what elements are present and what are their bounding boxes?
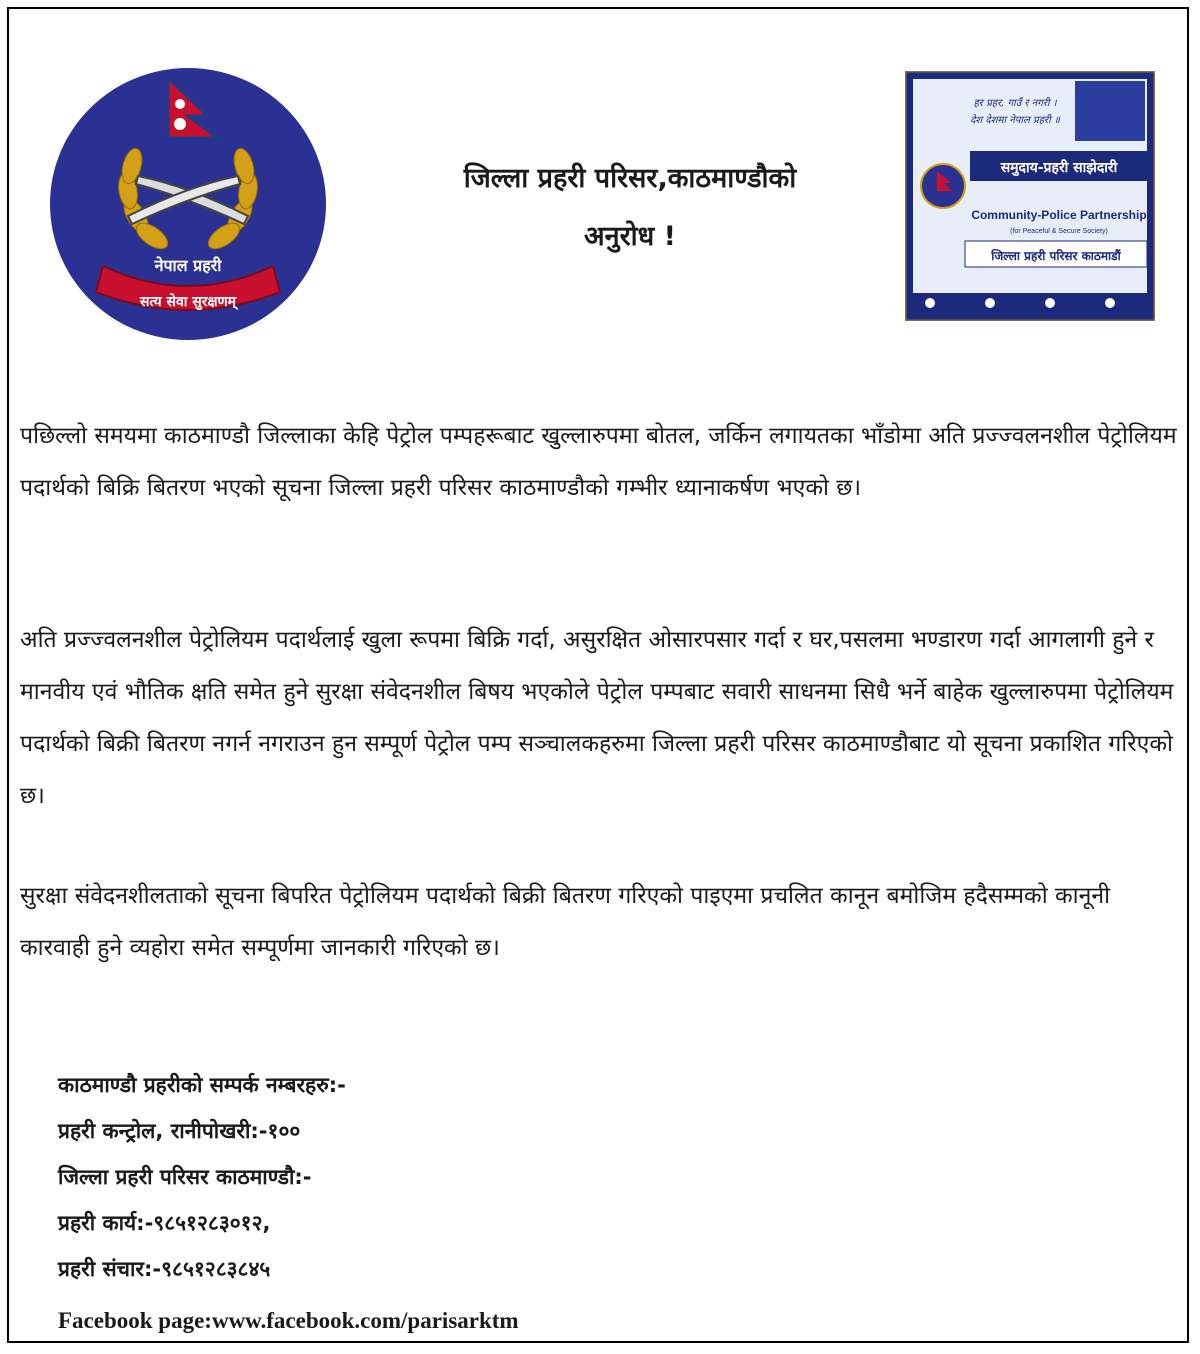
title-line-1: जिल्ला प्रहरी परिसर,काठमाण्डौको [463,163,797,194]
contact-control: प्रहरी कन्ट्रोल, रानीपोखरी:-१०० [58,1119,301,1143]
emblem-top-label: नेपाल प्रहरी [154,256,222,275]
page-title [400,150,860,266]
paragraph-3: सुरक्षा संवेदनशीलताको सूचना बिपरित पेट्रोलियम पदार्थको बिक्री बितरण गरिएको पाइएमा प्रचलित कानून बमोजिम हदैसम्मको कानूनी कारवाही हुने व्यहोरा समेत सम्पूर्णमा जानकारी गरिएको छ। [20,883,1111,961]
banner-heading-en: Community-Police Partnership [971,208,1147,222]
banner-tagline-1: हर प्रहर, गाउँ र नगरी । [973,98,1057,109]
paragraph-1: पछिल्लो समयमा काठमाण्डौ जिल्लाका केहि पेट्रोल पम्पहरूबाट खुल्लारुपमा बोतल, जर्किन लगायतका भाँडोमा अति प्रज्ज्वलनशील पेट्रोलियम पदार्थको बिक्रि बितरण भएको सूचना जिल्ला प्रहरी परिसर काठमाण्डौको गम्भीर ध्यानाकर्षण भएको छ। [20,423,1177,501]
contact-heading: काठमाण्डौ प्रहरीको सम्पर्क नम्बरहरु:- [58,1073,346,1097]
community-police-partnership-banner-icon [905,71,1155,321]
nepal-police-emblem-icon [48,66,328,342]
contact-office: जिल्ला प्रहरी परिसर काठमाण्डौ:- [58,1165,312,1189]
contact-sanchar: प्रहरी संचार:-९८५१२८३८४५ [58,1257,271,1281]
banner-sub-en: (for Peaceful & Secure Society) [1010,228,1108,235]
paragraph-2: अति प्रज्ज्वलनशील पेट्रोलियम पदार्थलाई खुला रूपमा बिक्रि गर्दा, असुरक्षित ओसारपसार गर्दा र घर,पसलमा भण्डारण गर्दा आगलागी हुने र मानवीय एवं भौतिक क्षति समेत हुने सुरक्षा संवेदनशील बिषय भएकोले पेट्रोल पम्पबाट सवारी साधनमा सिधै भर्ने बाहेक खुल्लारुपमा पेट्रोलियम पदार्थको बिक्री बितरण नगर्न नगराउन हुन सम्पूर्ण पेट्रोल पम्प सञ्चालकहरुमा जिल्ला प्रहरी परिसर काठमाण्डौबाट यो सूचना प्रकाशित गरिएको छ। [20,627,1174,809]
facebook-link[interactable]: Facebook page:www.facebook.com/parisarktm [58,1308,519,1333]
contact-section [58,1062,519,1344]
banner-office: जिल्ला प्रहरी परिसर काठमाडौं [991,249,1121,263]
emblem-motto: सत्य सेवा सुरक्षणम् [140,294,236,310]
title-line-2: अनुरोध ! [584,221,676,252]
contact-karya: प्रहरी कार्य:-९८५१२८३०१२, [58,1211,271,1235]
banner-tagline-2: देश देशमा नेपाल प्रहरी ॥ [970,115,1060,126]
banner-heading-np: समुदाय-प्रहरी साझेदारी [1000,160,1118,176]
